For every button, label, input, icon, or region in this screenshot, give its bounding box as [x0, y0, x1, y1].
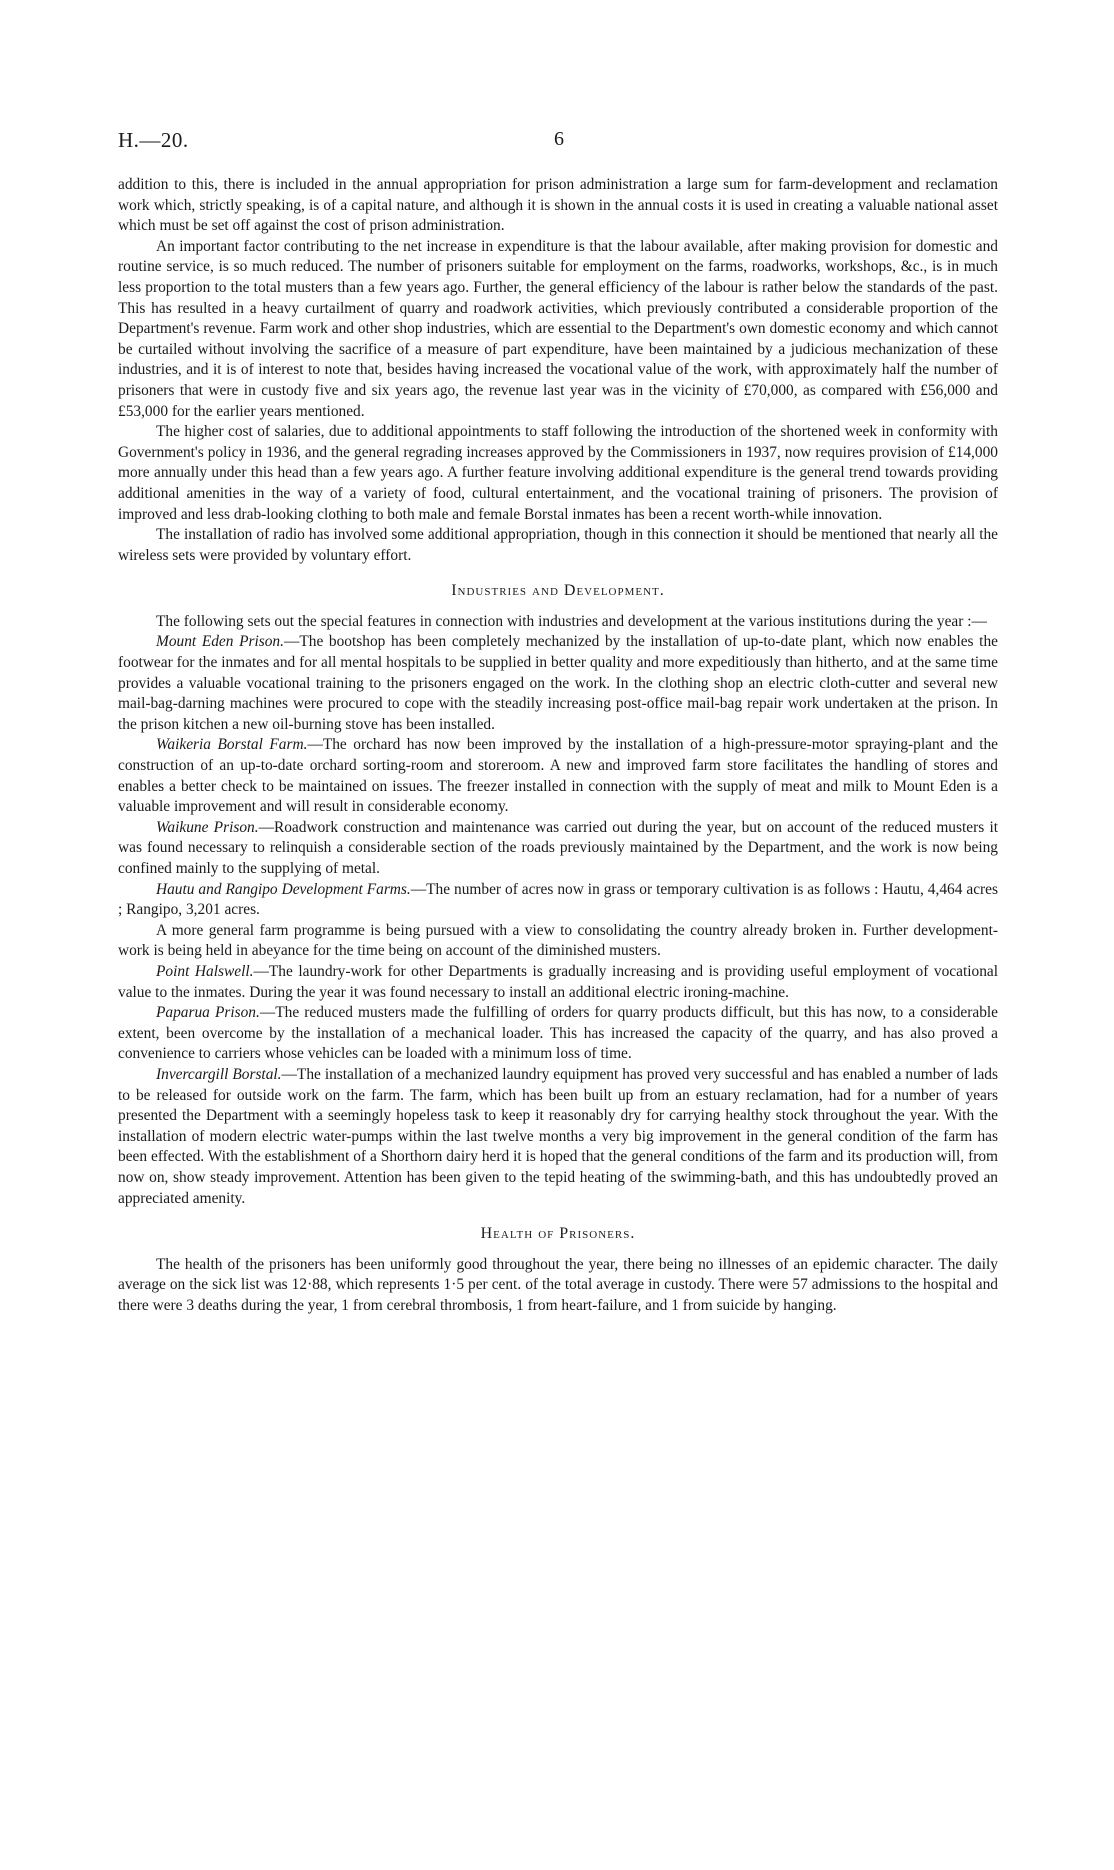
institution-paragraph — [118, 1003, 998, 1065]
paragraph: The health of the prisoners has been uniformly good throughout the year, there being no illnesses of an epidemic character. The daily average on the sick list was 12·88, which represents 1·5 per cent. of the total average in custody. There were 57 admissions to the hospital and there were 3 deaths during the year, 1 from cerebral thrombosis, 1 from heart-failure, and 1 from suicide by hanging. — [118, 1255, 998, 1314]
institution-name: Waikune Prison. — [156, 818, 259, 836]
institution-text: —The reduced musters made the fulfilling of orders for quarry products difficult, but this has now, to a considerable extent, been overcome by the installation of a mechanical loader. This has increased the capacity of the quarry, and has also proved a convenience to carriers whose vehicles can be loaded with a minimum loss of time. — [118, 1004, 999, 1063]
institution-name: Paparua Prison. — [156, 1004, 260, 1022]
institution-paragraph — [118, 632, 998, 735]
institution-paragraph — [118, 1065, 998, 1209]
institution-name: Waikeria Borstal Farm. — [156, 736, 308, 754]
section-heading-health: Health of Prisoners. — [480, 1225, 636, 1243]
institution-name: Invercargill Borstal. — [156, 1065, 282, 1083]
institution-paragraph — [118, 735, 998, 817]
institution-text: —Roadwork construction and maintenance was carried out during the year, but on account of the reduced musters it was found necessary to relinquish a considerable section of the roads previously maintained by the Department, and the work is now being confined mainly to the supplying of metal. — [118, 818, 998, 877]
institution-text: —The orchard has now been improved by the installation of a high-pressure-motor spraying-plant and the construction of an up-to-date orchard sorting-room and storeroom. A new and improved farm store facilitates the handling of stores and enables a better check to be maintained on issues. The freezer installed in connection with the supply of meat and milk to Mount Eden is a valuable improvement and will result in considerable economy. — [118, 736, 998, 816]
running-head — [118, 128, 998, 154]
section-heading-industries: Industries and Development. — [451, 582, 665, 600]
paragraph: The following sets out the special features in connection with industries and development at the various institutions during the year :— — [156, 612, 987, 630]
institution-paragraph — [118, 880, 998, 921]
institution-name: Point Halswell. — [156, 962, 254, 980]
paragraph: addition to this, there is included in the annual appropriation for prison administration a large sum for farm-development and reclamation work which, strictly speaking, is of a capital nature, and although it is shown in the annual costs it is used in creating a valuable national asset which must be set off against the cost of prison administration. — [118, 176, 998, 235]
institution-text: —The installation of a mechanized laundry equipment has proved very successful and has enabled a number of lads to be released for outside work on the farm. The farm, which has been built up from an estuary reclamation, had for a number of years presented the Department with a seemingly hopeless task to keep it reasonably dry for carrying healthy stock throughout the year. With the installation of modern electric water-pumps within the last twelve months a very big improvement in the general condition of the farm has been effected. With the establishment of a Shorthorn dairy herd it is hoped that the general conditions of the farm and its production will, from now on, show steady improvement. Attention has been given to the tepid heating of the swimming-bath, and this has undoubtedly proved an appreciated amenity. — [118, 1065, 998, 1207]
paragraph: The installation of radio has involved some additional appropriation, though in this connection it should be mentioned that nearly all the wireless sets were provided by voluntary effort. — [118, 526, 998, 564]
body-text — [118, 175, 998, 1316]
institution-name: Hautu and Rangipo Development Farms. — [156, 880, 411, 898]
institution-text: —The bootshop has been completely mechanized by the installation of up-to-date plant, which now enables the footwear for the inmates and for all mental hospitals to be supplied in better quality and more expeditiously than hitherto, and at the same time provides a valuable vocational training to the prisoners engaged on the work. In the clothing shop an electric cloth-cutter and several new mail-bag-darning machines were procured to cope with the steadily increasing post-office mail-bag repair work undertaken at the prison. In the prison kitchen a new oil-burning stove has been installed. — [118, 633, 998, 733]
institution-paragraph — [118, 962, 998, 1003]
page-number: 6 — [554, 128, 564, 150]
paragraph: An important factor contributing to the net increase in expenditure is that the labour available, after making provision for domestic and routine service, is so much reduced. The number of prisoners suitable for employment on the farms, roadworks, workshops, &c., is in much less proportion to the total musters than a few years ago. Further, the general efficiency of the labour is rather below the standards of the past. This has resulted in a heavy curtailment of quarry and roadwork activities, which previously contributed a considerable proportion of the Department's revenue. Farm work and other shop industries, which are essential to the Department's own domestic economy and which cannot be curtailed without involving the sacrifice of a measure of part expenditure, have been maintained by a judicious mechanization of these industries, and it is of interest to note that, besides having increased the vocational value of the work, with approximately half the number of prisoners that were in custody five and six years ago, the revenue last year was in the vicinity of £70,000, as compared with £56,000 and £53,000 for the earlier years mentioned. — [118, 237, 998, 420]
institution-name: Mount Eden Prison. — [156, 633, 284, 651]
institution-text: —The number of acres now in grass or temporary cultivation is as follows : Hautu, 4,464 acres ; Rangipo, 3,201 acres. — [118, 880, 998, 919]
paragraph: A more general farm programme is being pursued with a view to consolidating the country already broken in. Further development-work is being held in abeyance for the time being on account of the diminished musters. — [118, 921, 998, 960]
document-id: H.—20. — [118, 128, 189, 152]
institution-paragraph — [118, 818, 998, 880]
paragraph: The higher cost of salaries, due to additional appointments to staff following the introduction of the shortened week in conformity with Government's policy in 1936, and the general regrading increases approved by the Commissioners in 1937, now requires provision of £14,000 more annually under this head than a few years ago. A further feature involving additional expenditure is the general trend towards providing additional amenities in the way of a variety of food, cultural entertainment, and the vocational training of prisoners. The provision of improved and less drab-looking clothing to both male and female Borstal inmates has been a recent worth-while innovation. — [118, 423, 998, 523]
institution-text: —The laundry-work for other Departments is gradually increasing and is providing useful employment of vocational value to the inmates. During the year it was found necessary to install an additional electric ironing-machine. — [118, 962, 999, 1001]
